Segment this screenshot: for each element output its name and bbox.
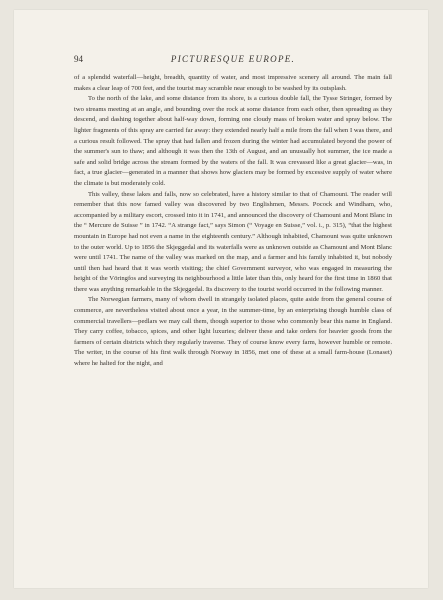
- paragraph: This valley, these lakes and falls, now so celebrated, have a history similar to that of Chamouni. The reader will remember that this now famed valley was discovered by two Englishmen, Messrs. Pocock and Windham, who, accompanied by a military escort, crossed into it in 1741, and announced the discovery of Chamouni and Mont Blanc in the “ Mercure de Suisse ” in 1742. “A strange fact,” says Simon (“ Voyage en Suisse,” vol. i., p. 315), “that the highest mountain in Europe had not even a name in the eighteenth century.” Although inhabited, Chamouni was quite unknown to the outer world. Up to 1856 the Skjeggedal and its waterfalls were as unknown outside as Chamouni and Mont Blanc were until 1741. The name of the valley was marked on the map, and a farmer and his family inhabited it, but nobody until then had heard that it was worth visiting; the chief Government surveyor, who was engaged in measuring the height of the Vöringfos and surveying its neighbourhood a little later than this, only heard for the first time in 1860 that there was anything remarkable in the Skjeggedal. Its discovery to the tourist world occurred in the following manner.: [74, 190, 392, 293]
- paragraph: To the north of the lake, and some distance from its shore, is a curious double fall, the Tysse Stringer, formed by two streams meeting at an angle, and bounding over the rock at some distance from each other, then spreading as they descend, and dashing together about half-way down, forming one cloudy mass of broken water and spray below. The lighter fragments of this spray are carried far away: they extended nearly half a mile from the fall when I was there, and a curious result followed. The spray that had fallen and frozen during the winter had accumulated beyond the power of the summer's sun to thaw; and although it was then the 13th of August, and an unusually hot summer, the ice made a safe and solid bridge across the stream formed by the waters of the fall. It was crevassed like a great glacier—was, in fact, a true glacier—generated in a manner that shows how glaciers may be formed by excessive supply of water where the climate is but moderately cold.: [74, 95, 392, 187]
- page-number: 94: [74, 54, 83, 64]
- running-title: PICTURESQUE EUROPE.: [170, 54, 296, 64]
- paragraph: The Norwegian farmers, many of whom dwell in strangely isolated places, quite aside from the general course of commerce, are nevertheless visited about once a year, in the summer-time, by an enterprising though humble class of commercial travellers—pedlars we may call them, though superior to those who commonly bear this name in England. They carry coffee, tobacco, spices, and other light luxuries; deliver these and take orders for heavier goods from the farmers of certain districts which they regularly traverse. They of course know every farm, however humble or remote. The writer, in the course of his first walk through Norway in 1856, met one of these at a small farm-house (Lonaset) where he halted for the night, and: [74, 296, 392, 368]
- body-text: [74, 73, 392, 370]
- page-header: [74, 54, 392, 66]
- book-page: [14, 10, 428, 588]
- paragraph-continued: of a splendid waterfall—height, breadth, quantity of water, and most impressive scenery all around. The main fall makes a clear leap of 700 feet, and the tourist may scramble near enough to be washed by its outsplash.: [74, 74, 392, 92]
